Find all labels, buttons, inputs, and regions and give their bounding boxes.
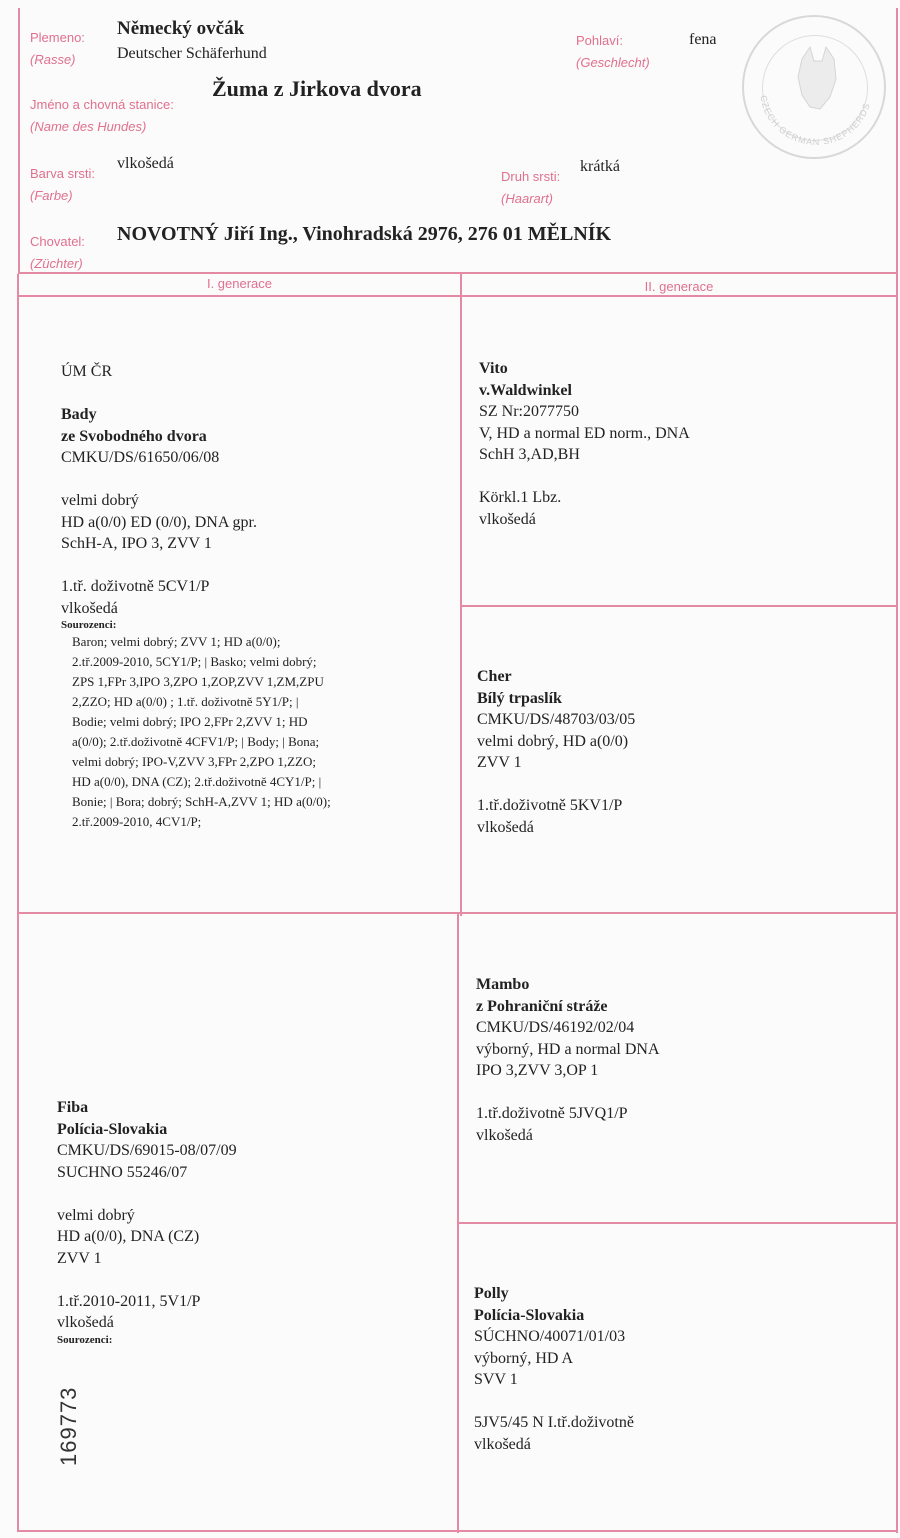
divider [17, 1530, 898, 1532]
divider [18, 272, 898, 274]
sire-sire-line: V, HD a normal ED norm., DNA [479, 424, 690, 442]
sire-dam-line: ZVV 1 [477, 754, 522, 771]
sire-sire-name: Vito [479, 360, 508, 377]
coat-value: krátká [580, 158, 620, 175]
sire-siblings-label: Sourozenci: [61, 619, 117, 631]
sire-kennel: ze Svobodného dvora [61, 427, 207, 445]
sire-reg: CMKU/DS/61650/06/08 [61, 449, 220, 466]
sire-sire-line: Körkl.1 Lbz. [479, 489, 562, 506]
sire-title: ÚM ČR [61, 363, 113, 380]
dam-line: vlkošedá [57, 1314, 114, 1331]
sire-rating: velmi dobrý [61, 492, 139, 509]
stamp-text: CZECH GERMAN SHEPHERDS [758, 94, 873, 148]
sibling-line: 2.tř.2009-2010, 5CY1/P; | Basko; velmi dobrý; [72, 654, 317, 669]
sire-sire-line: SZ Nr:2077750 [479, 403, 579, 420]
dam-sire-name: Mambo [476, 976, 530, 993]
dam-sire-line: CMKU/DS/46192/02/04 [476, 1019, 635, 1036]
generation-1-header: I. generace [206, 276, 273, 291]
dam-cell [57, 1097, 447, 1347]
dam-sire-line: vlkošedá [476, 1126, 533, 1144]
color-value: vlkošedá [117, 155, 174, 172]
breed-value: Německý ovčák [117, 18, 245, 39]
sire-color: vlkošedá [61, 599, 118, 617]
sire-dam-line: CMKU/DS/48703/03/05 [477, 711, 636, 728]
dam-dam-name: Polly [474, 1285, 509, 1302]
sire-sire-line: SchH 3,AD,BH [479, 446, 580, 463]
divider [458, 1222, 898, 1224]
dam-sire-line: IPO 3,ZVV 3,OP 1 [476, 1062, 599, 1079]
breed-label: Plemeno: (Rasse) [30, 30, 85, 67]
dam-dam-line: 5JV5/45 N I.tř.doživotně [474, 1414, 634, 1431]
sibling-line: ZPS 1,FPr 3,IPO 3,ZPO 1,ZOP,ZVV 1,ZM,ZPU [72, 674, 324, 689]
sire-cell [61, 361, 451, 832]
dam-siblings-label: Sourozenci: [57, 1333, 113, 1346]
sire-siblings [36, 632, 451, 832]
dam-name: Fiba [57, 1099, 89, 1116]
dam-line: 1.tř.2010-2011, 5V1/P [57, 1292, 201, 1310]
sibling-line: velmi dobrý; IPO-V,ZVV 3,FPr 2,ZPO 1,ZZO; [72, 754, 316, 769]
sire-sire-kennel: v.Waldwinkel [479, 381, 572, 399]
sire-sire-line: vlkošedá [479, 510, 536, 528]
dam-sire-kennel: z Pohraniční stráže [476, 997, 608, 1015]
dam-line: SUCHNO 55246/07 [57, 1163, 188, 1181]
divider [18, 8, 20, 274]
sex-label: Pohlaví: (Geschlecht) [576, 33, 650, 70]
dam-line: CMKU/DS/69015-08/07/09 [57, 1142, 237, 1159]
generation-2-header: II. generace [644, 279, 714, 294]
sibling-line: 2.tř.2009-2010, 4CV1/P; [72, 814, 202, 829]
divider [18, 295, 898, 297]
breeder-value: NOVOTNÝ Jiří Ing., Vinohradská 2976, 276 01 MĚLNÍK [117, 223, 612, 245]
sire-dam-line: vlkošedá [477, 818, 534, 836]
dam-dam-cell [474, 1283, 874, 1455]
sibling-line: 2,ZZO; HD a(0/0) ; 1.tř. doživotně 5Y1/P; | [72, 694, 299, 709]
sibling-line: Bonie; | Bora; dobrý; SchH-A,ZVV 1; HD a(0/0); [72, 794, 331, 809]
dam-dam-line: vlkošedá [474, 1435, 531, 1453]
sire-dam-cell [477, 666, 877, 838]
divider [896, 8, 898, 1533]
color-label: Barva srsti: (Farbe) [30, 166, 96, 203]
sibling-line: Baron; velmi dobrý; ZVV 1; HD a(0/0); [72, 634, 281, 649]
dam-line: velmi dobrý [57, 1206, 135, 1224]
sire-dam-line: 1.tř.doživotně 5KV1/P [477, 797, 623, 814]
club-stamp [742, 15, 886, 159]
sire-name: Bady [61, 406, 97, 423]
breed-value-de: Deutscher Schäferhund [117, 45, 267, 62]
sire-dam-kennel: Bílý trpaslík [477, 689, 562, 707]
dam-dam-line: výborný, HD A [474, 1349, 574, 1367]
dam-line: ZVV 1 [57, 1249, 102, 1267]
sire-exams: SchH-A, IPO 3, ZVV 1 [61, 535, 212, 552]
dam-dam-kennel: Polícia-Slovakia [474, 1306, 585, 1324]
dam-sire-cell [476, 974, 876, 1146]
sibling-line: Bodie; velmi dobrý; IPO 2,FPr 2,ZVV 1; HD [72, 714, 308, 729]
divider [17, 274, 19, 1530]
dam-line: HD a(0/0), DNA (CZ) [57, 1228, 200, 1245]
dam-dam-line: SÚCHNO/40071/01/03 [474, 1328, 626, 1345]
sibling-line: a(0/0); 2.tř.doživotně 4CFV1/P; | Body; | Bona; [72, 734, 320, 749]
dog-name: Žuma z Jirkova dvora [212, 76, 422, 101]
sire-class: 1.tř. doživotně 5CV1/P [61, 578, 210, 595]
sibling-line: HD a(0/0), DNA (CZ); 2.tř.doživotně 4CY1/P; | [72, 774, 322, 789]
name-label: Jméno a chovná stanice: (Name des Hundes) [30, 97, 174, 134]
sire-dam-line: velmi dobrý, HD a(0/0) [477, 732, 629, 750]
divider [17, 912, 898, 914]
sire-health: HD a(0/0) ED (0/0), DNA gpr. [61, 513, 257, 531]
sire-dam-name: Cher [477, 668, 512, 685]
dam-sire-line: 1.tř.doživotně 5JVQ1/P [476, 1105, 628, 1122]
dam-sire-line: výborný, HD a normal DNA [476, 1040, 660, 1058]
breeder-label: Chovatel: (Züchter) [30, 234, 85, 271]
divider [460, 274, 462, 916]
sire-sire-cell [479, 358, 879, 530]
coat-label: Druh srsti: (Haarart) [501, 169, 561, 206]
divider [461, 605, 898, 607]
dam-kennel: Polícia-Slovakia [57, 1120, 168, 1138]
serial-number: 169773 [56, 1386, 81, 1466]
dam-dam-line: SVV 1 [474, 1371, 518, 1388]
sex-value: fena [689, 31, 717, 48]
